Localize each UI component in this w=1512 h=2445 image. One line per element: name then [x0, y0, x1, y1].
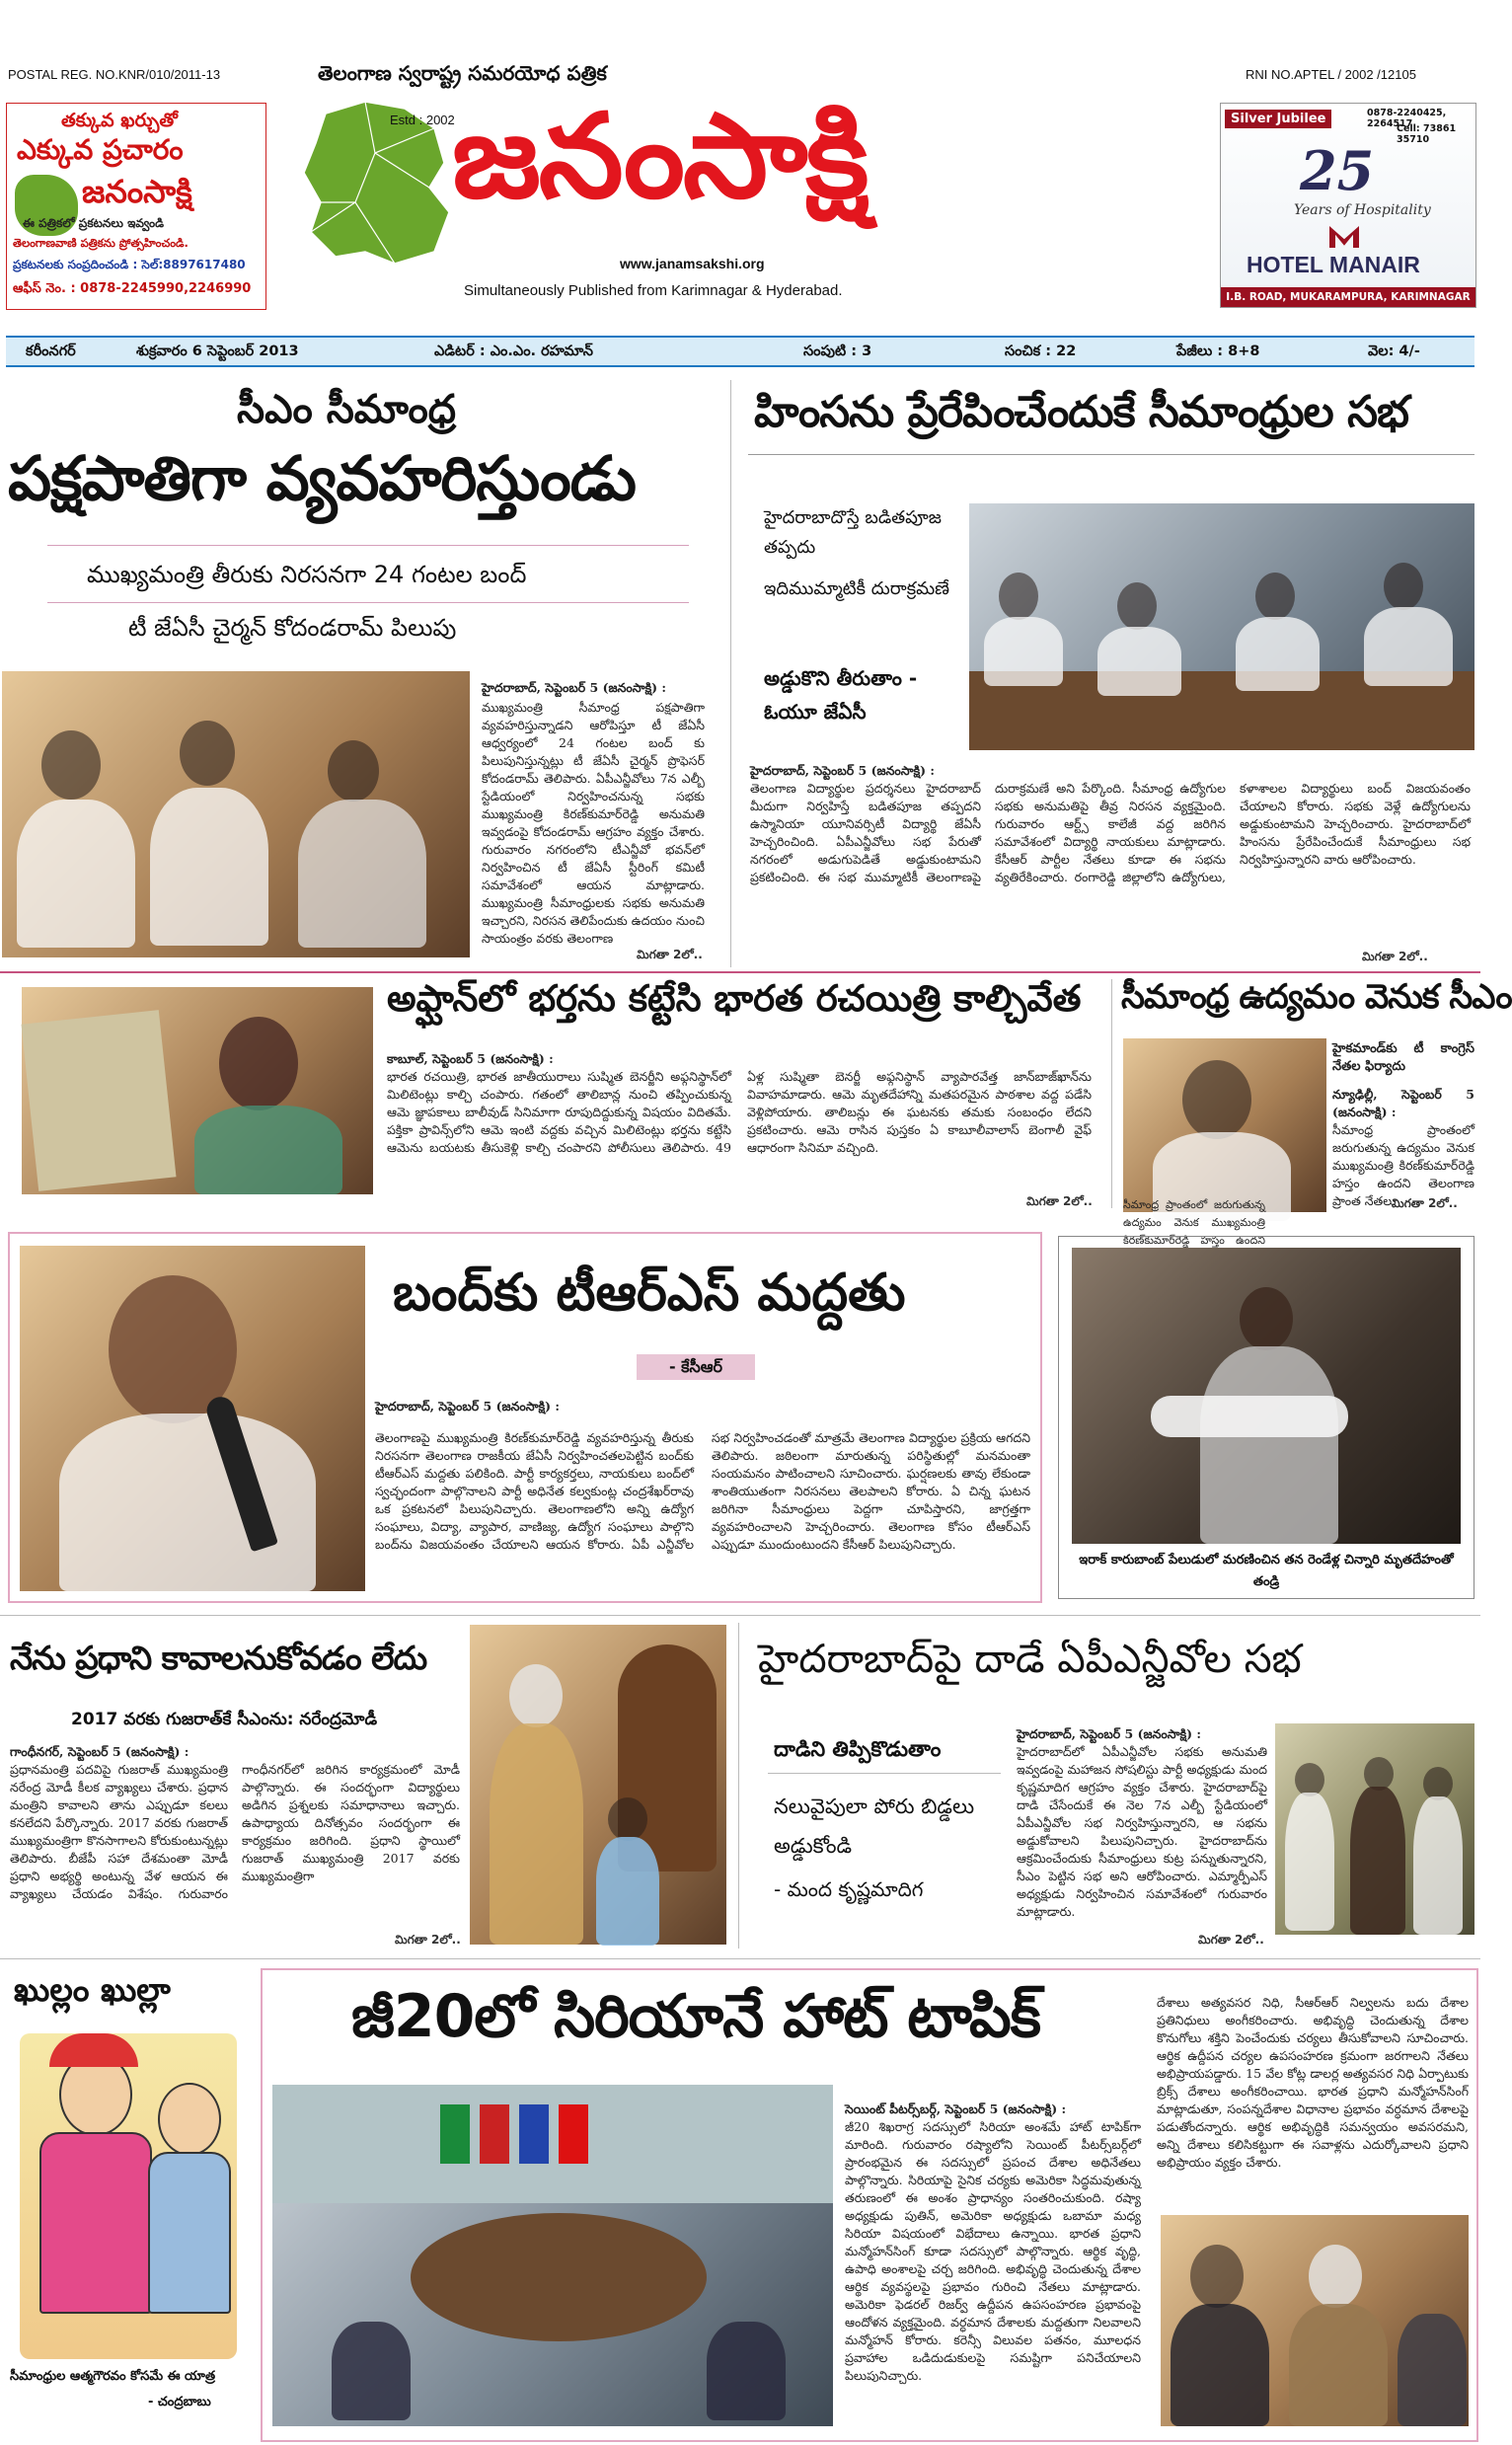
- story7-byline: - మంద కృష్ణమాదిగ: [774, 1877, 924, 1901]
- cartoon-byline: - చంద్రబాబు: [148, 2395, 211, 2409]
- left-ad[interactable]: [6, 103, 266, 310]
- website: www.janamsakshi.org: [620, 256, 765, 271]
- tagline: తెలంగాణ స్వరాష్ట్ర సమరయోధ పత్రిక: [318, 61, 607, 85]
- story8-headline[interactable]: జీ20లో సిరియానే హాట్ టాపిక్: [351, 1982, 1041, 2051]
- ad-years-text: Years of Hospitality: [1294, 202, 1431, 218]
- ad-line-6: ఆఫీస్ నెం. : 0878-2245990,2246990: [13, 281, 252, 296]
- story5-byline: - కేసీఆర్: [637, 1354, 755, 1380]
- ad-line-4: తెలంగాణవాణి పత్రికను ప్రోత్సహించండి.: [13, 236, 189, 250]
- story7-text: హైదరాబాద్‌లో ఏపీఎన్జీవోల సభకు అనుమతి ఇవ్వడంపై మహాజన సోషలిస్టు పార్టీ అధ్యక్షుడు మంద కృష్ణమాదిగ ఆగ్రహం వ్యక్తం చేశారు. హైదరాబాద్‌పై దాడి చేసేందుకే ఈ నెల 7న ఎల్బీ స్టేడియంలో ఏపీఎన్జీవోల సభ నిర్వహిస్తున్నారని, ఆ సభను అడ్డుకోవాలని పిలుపునిచ్చారు. హైదరాబాద్‌ను ఆక్రమించేందుకు సీమాంధ్రులు కుట్ర పన్నుతున్నారని, సీఎం పెట్టిన సభ అని ఆరోపించారు. ఎమ్మార్పీఎస్ అధ్యక్షుడు నిర్వహించిన సమావేశంలో గురువారం మాట్లాడారు.: [1017, 1744, 1267, 1919]
- rni-number: RNI NO.APTEL / 2002 /12105: [1246, 67, 1416, 82]
- story3-dateline: కాబూల్, సెప్టెంబర్ 5 (జనంసాక్షి) :: [387, 1051, 554, 1066]
- story1-kicker: సీఎం సీమాంధ్ర: [237, 387, 457, 432]
- story6-dateline: గాంధీనగర్, సెప్టెంబర్ 5 (జనంసాక్షి) :: [10, 1744, 189, 1759]
- story1-headline[interactable]: పక్షపాతిగా వ్యవహరిస్తుండు: [8, 442, 636, 514]
- ad-jubilee: Silver Jubilee: [1225, 110, 1331, 128]
- story8-text-2: దేశాలు అత్యవసర నిధి, సీఆర్ఆర్ నిల్వలను బదు దేశాల ప్రతినిధులు అంగీకరించారు. అభివృద్ధి చెందుతున్న దేశాల కొనుగోలు శక్తిని పెంచేందుకు చర్యలు తీసుకోవాలని సూచించారు. ఆర్థిక ఉద్దీపన చర్యల ఉపసంహరణ క్రమంగా జరగాలని నేతలు అభిప్రాయపడ్డారు. 15 వేల కోట్ల డాలర్ల అత్యవసర నిధి ఏర్పాటుకు బ్రిక్స్ దేశాలు అంగీకరించాయి. భారత ప్రధాని మన్మోహన్‌సింగ్ మాట్లాడుతూ, సంపన్నదేశాల విధానాల ప్రభావం వర్ధమాన దేశాలపై పడుతోందన్నారు. ఆర్థిక అభివృద్ధికి సమన్వయం అవసరమని, అన్ని దేశాలు కలిసికట్టుగా ఈ సవాళ్లను ఎదుర్కోవాలని ప్రధాని అభిప్రాయం వ్యక్తం చేశారు.: [1157, 1995, 1469, 2170]
- story7-dateline: హైదరాబాద్, సెప్టెంబర్ 5 (జనంసాక్షి) :: [1017, 1726, 1202, 1741]
- divider: [47, 602, 689, 603]
- story1-sub2: టీ జేఏసీ చైర్మన్ కోదండరామ్ పిలుపు: [128, 614, 457, 642]
- divider: [47, 545, 689, 546]
- ad-years: 25: [1300, 139, 1375, 202]
- story7-photo: [1275, 1723, 1474, 1935]
- story4-headline[interactable]: సీమాంధ్ర ఉద్యమం వెనుక సీఎం: [1121, 977, 1512, 1017]
- column-divider: [1111, 979, 1112, 1208]
- cartoon-caption: సీమాంధ్రుల ఆత్మగౌరవం కోసమే ఈ యాత్ర: [10, 2369, 216, 2384]
- story5-dateline: హైదరాబాద్, సెప్టెంబర్ 5 (జనంసాక్షి) :: [375, 1399, 561, 1414]
- story7-quote2: నలువైపులా పోరు బిడ్డలు అడ్డుకోండి: [774, 1795, 975, 1858]
- estd: Estd : 2002: [390, 113, 455, 127]
- ad-address: I.B. ROAD, MUKARAMPURA, KARIMNAGAR (A.P): [1221, 287, 1475, 307]
- column-divider: [738, 1623, 739, 1948]
- ad-line-3: ఈ పత్రికలో ప్రకటనలు ఇవ్వండి: [23, 216, 164, 230]
- ad-line-2: ఎక్కువ ప్రచారం: [17, 133, 184, 166]
- story6-sub: 2017 వరకు గుజరాత్‌కే సీఎంను: నరేంద్రమోడీ: [71, 1710, 378, 1729]
- story8-dateline: సెయింట్ పీటర్స్‌బర్గ్, సెప్టెంబర్ 5 (జనంసాక్షి) :: [845, 2101, 1067, 2116]
- story2-more[interactable]: మిగతా 2లో..: [1362, 950, 1428, 963]
- story7-headline[interactable]: హైదరాబాద్‌పై దాడే ఏపీఎన్జీవోల సభ: [758, 1637, 1302, 1682]
- story8-photo: [272, 2085, 833, 2426]
- hotel-logo-icon: [1329, 226, 1359, 248]
- info-volume: సంపుటి : 3: [803, 344, 872, 359]
- masthead-logo: జనంసాక్షి: [452, 88, 868, 224]
- info-city: కరీంనగర్: [26, 344, 76, 359]
- iraq-photo-caption: ఇరాక్ కారుబాంబ్ పేలుడులో మరణించిన తన రెండేళ్ల చిన్నారి మృతదేహంతో తండ్రి: [1079, 1553, 1454, 1589]
- section-divider: [0, 1958, 1480, 1959]
- story4-text-cont: సీమాంధ్ర ప్రాంతంలో జరుగుతున్న ఉద్యమం వెనుక ముఖ్యమంత్రి కిరణ్‌కుమార్‌రెడ్డి హస్తం ఉందని: [1123, 1198, 1265, 1247]
- story2-headline[interactable]: హింసను ప్రేరేపించేందుకే సీమాంధ్రుల సభ: [754, 387, 1408, 437]
- story6-text: ప్రధానమంత్రి పదవిపై గుజరాత్ ముఖ్యమంత్రి నరేంద్ర మోడీ కీలక వ్యాఖ్యలు చేశారు. ప్రధాన మంత్రిని కావాలని తాను ఎప్పుడూ కలలు కనలేదని పేర్కొన్నారు. 2017 వరకు గుజరాత్ ముఖ్యమంత్రిగా కొనసాగాలని కోరుకుంటున్నట్లు తెలిపారు. బీజేపీ సహా దేశమంతా మోడీ ప్రధాని అభ్యర్థి అంటున్న వేళ ఆయన ఈ వ్యాఖ్యలు చేయడం విశేషం. గురువారం గాంధీనగర్‌లో జరిగిన కార్యక్రమంలో మోడీ పాల్గొన్నారు. ఈ సందర్భంగా విద్యార్థులు అడిగిన ప్రశ్నలకు సమాధానాలు ఇచ్చారు. ఉపాధ్యాయ దినోత్సవం సందర్భంగా ఈ కార్యక్రమం జరిగింది. ప్రధాని స్థాయిలో గుజరాత్ ముఖ్యమంత్రి 2017 వరకు ముఖ్యమంత్రిగా: [10, 1762, 460, 1901]
- story4-more[interactable]: మిగతా 2లో..: [1392, 1196, 1458, 1210]
- iraq-photo: [1072, 1248, 1461, 1544]
- story4-text: సీమాంధ్ర ప్రాంతంలో జరుగుతున్న ఉద్యమం వెనుక ముఖ్యమంత్రి కిరణ్‌కుమార్‌రెడ్డి హస్తం ఉందని తెలంగాణ ప్రాంత నేతలు: [1332, 1122, 1474, 1208]
- story8-text: జీ20 శిఖరాగ్ర సదస్సులో సిరియా అంశమే హాట్ టాపిక్‌గా మారింది. గురువారం రష్యాలోని సెయింట్ పీటర్స్‌బర్గ్‌లో ప్రారంభమైన ఈ సదస్సులో ప్రపంచ దేశాల అధినేతలు పాల్గొన్నారు. సిరియాపై సైనిక చర్యకు అమెరికా సిద్ధమవుతున్న తరుణంలో ఈ అంశం ప్రాధాన్యం సంతరించుకుంది. రష్యా అధ్యక్షుడు పుతిన్, అమెరికా అధ్యక్షుడు ఒబామా మధ్య సిరియా విషయంలో విభేదాలు ఉన్నాయి. భారత ప్రధాని మన్మోహన్‌సింగ్ కూడా సదస్సులో పాల్గొన్నారు. ఆర్థిక వృద్ధి, ఉపాధి అంశాలపై చర్చ జరిగింది. అభివృద్ధి చెందుతున్న దేశాల ఆర్థిక వ్యవస్థలపై ప్రభావం గురించి నేతలు మాట్లాడారు. అమెరికా ఫెడరల్ రిజర్వ్ ఉద్దీపన ఉపసంహరణ ప్రభావంపై ఆందోళన వ్యక్తమైంది. వర్ధమాన దేశాలకు మద్దతుగా నిలవాలని మన్మోహన్ కోరారు. కరెన్సీ విలువల పతనం, మూలధన ప్రవాహాల ఒడిదుడుకులపై సమష్టిగా పనిచేయాలని పిలుపునిచ్చారు.: [845, 2119, 1141, 2383]
- story2-text: తెలంగాణ విద్యార్థుల ప్రదర్శనలు హైదరాబాద్ మీదుగా నిర్వహిస్తే బడితపూజ తప్పదని ఉస్మానియా యూనివర్సిటీ విద్యార్థి జేఏసీ హెచ్చరించింది. ఏపీఎన్జీవోలు సభ పేరుతో నగరంలో అడుగుపెడితే అడ్డుకుంటామని ప్రకటించింది. ఈ సభ ముమ్మాటికీ తెలంగాణపై దురాక్రమణే అని పేర్కొంది. సీమాంధ్ర ఉద్యోగుల సభకు అనుమతిపై తీవ్ర నిరసన వ్యక్తమైంది. గురువారం ఆర్ట్స్ కాలేజీ వద్ద జరిగిన సమావేశంలో విద్యార్థి నాయకులు మాట్లాడారు. కేసీఆర్ పార్టీల నేతలు కూడా ఈ సభను వ్యతిరేకించారు. రంగారెడ్డి జిల్లాలోని ఉద్యోగులు, కళాశాలల విద్యార్థులు బంద్ విజయవంతం చేయాలని కోరారు. సభకు వెళ్లే ఉద్యోగులను అడ్డుకుంటామని హెచ్చరించారు. హైదరాబాద్‌లో హింసను ప్రేరేపించేందుకే సీమాంధ్రులు సభ నిర్వహిస్తున్నారని వారు ఆరోపించారు.: [750, 781, 1471, 884]
- column-divider: [730, 380, 731, 967]
- story4-dateline: న్యూఢిల్లీ, సెప్టెంబర్ 5 (జనంసాక్షి) :: [1332, 1087, 1474, 1119]
- story2-photo: [969, 503, 1474, 750]
- published-note: Simultaneously Published from Karimnagar & Hyderabad.: [464, 282, 843, 299]
- story1-sub1: ముఖ్యమంత్రి తీరుకు నిరసనగా 24 గంటల బంద్: [87, 561, 527, 588]
- story1-photo: [2, 671, 470, 957]
- info-bar: [6, 336, 1474, 367]
- ad-brand: జనంసాక్షి: [82, 173, 192, 210]
- story1-text: ముఖ్యమంత్రి సీమాంధ్ర పక్షపాతిగా వ్యవహరిస్తున్నాడని ఆరోపిస్తూ టీ జేఏసీ ఆధ్వర్యంలో 24 గంటల బంద్ కు పిలుపునిస్తున్నట్లు టీ జేఏసీ చైర్మన్ ప్రొఫెసర్ కోదండరామ్ తెలిపారు. ఏపీఎన్జీవోలు 7న ఎల్బీ స్టేడియంలో నిర్వహించనున్న సభకు ముఖ్యమంత్రి కిరణ్‌కుమార్‌రెడ్డి అనుమతి ఇవ్వడంపై కోదండరామ్ ఆగ్రహం వ్యక్తం చేశారు. గురువారం నగరంలోని టీఎన్జీవో భవన్‌లో నిర్వహించిన టీ జేఏసీ స్టీరింగ్ కమిటీ సమావేశంలో ఆయన మాట్లాడారు. ముఖ్యమంత్రి సీమాంధ్రులకు సభకు అనుమతి ఇచ్చారని, నిరసన తెలిపేందుకు ఉదయం నుంచి సాయంత్రం వరకు తెలంగాణ: [482, 700, 705, 946]
- story2-quote1: హైదరాబాదొస్తే బడితపూజ తప్పదు: [764, 507, 942, 558]
- section-divider: [0, 1615, 1480, 1616]
- cartoon-title: ఖుల్లం ఖుల్లా: [14, 1970, 171, 2009]
- cartoon-figure: [20, 2033, 237, 2359]
- story7-quote1: దాడిని తిప్పికొడుతాం: [774, 1737, 942, 1761]
- ad-line-5: ప్రకటనలకు సంప్రదించండి : సెల్:8897617480: [13, 258, 246, 271]
- info-price: వెల: 4/-: [1368, 344, 1420, 359]
- divider: [768, 1773, 1001, 1774]
- story8-photo-2: [1161, 2215, 1469, 2426]
- story2-quote3: అడ్డుకొని తీరుతాం - ఓయూ జేఏసీ: [764, 666, 918, 724]
- section-divider: [0, 971, 1480, 973]
- story2-quote2: ఇదిముమ్మాటికీ దురాక్రమణే: [764, 578, 950, 599]
- info-editor: ఎడిటర్ : ఎం.ఎం. రహమాన్: [434, 344, 593, 359]
- story7-more[interactable]: మిగతా 2లో..: [1198, 1933, 1264, 1947]
- story6-more[interactable]: మిగతా 2లో..: [395, 1933, 461, 1947]
- story3-headline[interactable]: అఫ్ఘాన్‌లో భర్తను కట్టేసి భారత రచయిత్రి కాల్చివేత: [387, 977, 1082, 1020]
- story3-text: భారత రచయిత్రి, భారత జాతీయురాలు సుష్మిత బెనర్జీని అఫ్గనిస్థాన్‌లో మిలిటెంట్లు కాల్చి చంపారు. గతంలో తాలిబాన్ల నుంచి తప్పించుకున్న ఆమె జ్ఞాపకాలు బాలీవుడ్ సినిమాగా రూపుదిద్దుకున్న విషయం విదితమే. పక్తికా ప్రావిన్స్‌లోని ఆమె ఇంటి వద్దకు వచ్చిన మిలిటెంట్లు భర్తను కట్టేసి ఆమెను బయటకు తీసుకెళ్లి కాల్చి చంపారని పోలీసులు తెలిపారు. 49 ఏళ్ల సుష్మితా బెనర్జీ అఫ్గనిస్థాన్ వ్యాపారవేత్త జాన్‌బాజ్‌ఖాన్‌ను వివాహమాడారు. ఆమె మృతదేహాన్ని మతపరమైన పాఠశాల వద్ద పడేసి వెళ్లిపోయారు. తాలిబన్లు ఈ ఘటనకు తమకు సంబంధం లేదని ప్రకటించారు. ఆమె రాసిన పుస్తకం ఏ కాబూలీవాలాస్ బెంగాలీ వైఫ్ ఆధారంగా సినిమా వచ్చింది.: [387, 1069, 1092, 1155]
- divider: [748, 454, 1474, 455]
- story5-photo: [20, 1246, 365, 1591]
- story2-dateline: హైదరాబాద్, సెప్టెంబర్ 5 (జనంసాక్షి) :: [750, 763, 936, 778]
- ad-phone: 0878-2240425, 2264517: [1367, 108, 1447, 129]
- story1-more[interactable]: మిగతా 2లో..: [637, 948, 703, 961]
- info-pages: పేజీలు : 8+8: [1176, 344, 1260, 359]
- story5-headline[interactable]: బంద్‌కు టీఆర్ఎస్ మద్దతు: [393, 1263, 906, 1323]
- ad-line-1: తక్కువ ఖర్చుతో: [61, 110, 178, 131]
- ad-hotel: HOTEL MANAIR: [1247, 252, 1420, 277]
- info-date: శుక్రవారం 6 సెప్టెంబర్ 2013: [136, 344, 299, 359]
- info-issue: సంచిక : 22: [1005, 344, 1077, 359]
- ad-cell: Cell: 73861 35710: [1397, 123, 1457, 145]
- story5-text: తెలంగాణపై ముఖ్యమంత్రి కిరణ్‌కుమార్‌రెడ్డి వ్యవహరిస్తున్న తీరుకు నిరసనగా తెలంగాణ రాజకీయ జేఏసీ నిర్వహించతలపెట్టిన బంద్‌కు టీఆర్ఎస్ మద్దతు పలికింది. పార్టీ కార్యకర్తలు, నాయకులు బంద్‌లో స్వచ్ఛందంగా పాల్గొనాలని పార్టీ అధినేత కల్వకుంట్ల చంద్రశేఖర్‌రావు ఒక ప్రకటనలో పిలుపునిచ్చారు. తెలంగాణలోని అన్ని ఉద్యోగ సంఘాలు, విద్యా, వ్యాపార, వాణిజ్య, ఉద్యోగ సంఘాలు పాల్గొని బంద్‌ను విజయవంతం చేయాలని ఆయన కోరారు. ఏపీ ఎన్జీవోల సభ నిర్వహించడంతో మాత్రమే తెలంగాణ విద్యార్థుల ప్రక్రియ ఆగదని తెలిపారు. జఠిలంగా మారుతున్న పరిస్థితుల్లో మనమంతా సంయమనం పాటించాలని సూచించారు. ఘర్షణలకు తావు లేకుండా శాంతియుతంగా నిరసనలు తెలపాలని కోరారు. ఏ చిన్న ఘటన జరిగినా సీమాంధ్రులు పెద్దగా చూపిస్తారని, జాగ్రత్తగా వ్యవహరించాలని హెచ్చరించారు. తెలంగాణ కోసం టీఆర్ఎస్ ఎప్పుడూ ముందుంటుందని కేసీఆర్ పిలుపునిచ్చారు.: [375, 1430, 1030, 1552]
- story3-photo: [22, 987, 373, 1194]
- story6-headline[interactable]: నేను ప్రధాని కావాలనుకోవడం లేదు: [10, 1639, 427, 1677]
- story4-sub: హైకమాండ్‌కు టీ కాంగ్రెస్ నేతల ఫిర్యాదు: [1332, 1041, 1474, 1074]
- right-ad[interactable]: [1220, 103, 1476, 323]
- postal-reg: POSTAL REG. NO.KNR/010/2011-13: [8, 67, 221, 82]
- story6-photo: [470, 1625, 726, 1945]
- story1-dateline: హైదరాబాద్, సెప్టెంబర్ 5 (జనంసాక్షి) :: [482, 680, 667, 695]
- story3-more[interactable]: మిగతా 2లో..: [1026, 1194, 1093, 1208]
